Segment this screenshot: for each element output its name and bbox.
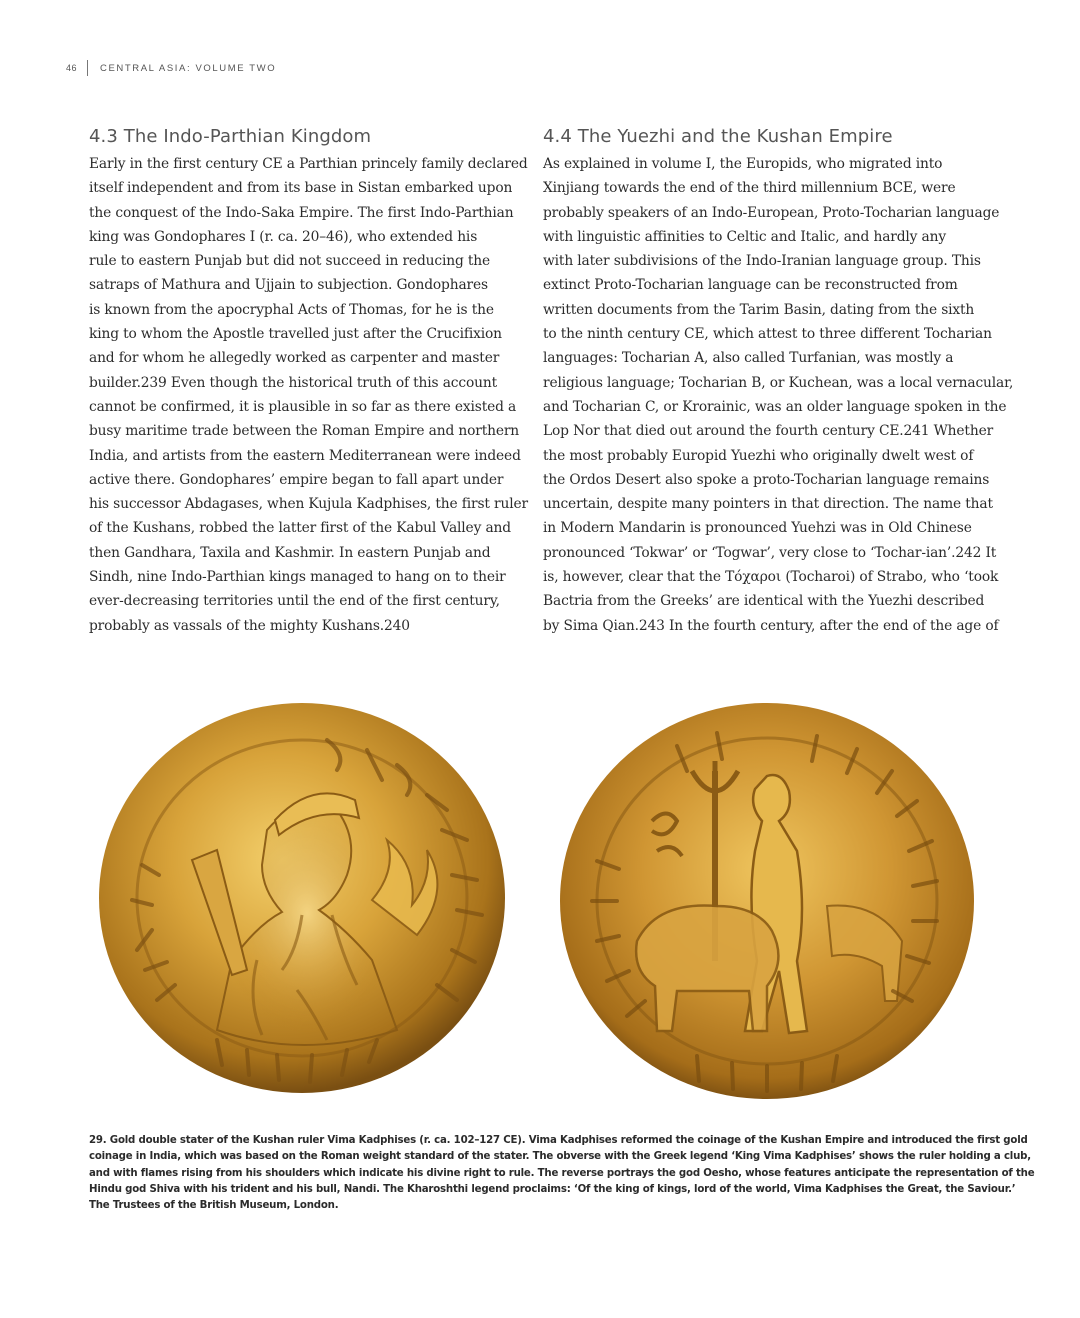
text-line: by Sima Qian.243 In the fourth century, after the end of the age of bbox=[543, 617, 999, 634]
text-line: probably as vassals of the mighty Kushans.240 bbox=[89, 617, 410, 634]
caption-line: 29. Gold double stater of the Kushan ruler Vima Kadphises (r. ca. 102–127 CE). Vima Kadphises reformed the coinage of the Kushan Empire and introduced the first gold bbox=[89, 1135, 1028, 1146]
caption-line: and with flames rising from his shoulders which indicate his divine right to rule. The reverse portrays the god Oesho, whose features anticipate the representation of the bbox=[89, 1167, 1035, 1179]
text-line: itself independent and from its base in Sistan embarked upon bbox=[89, 180, 513, 197]
right-body-text bbox=[543, 152, 1014, 638]
text-line: religious language; Tocharian B, or Kuchean, was a local vernacular, bbox=[543, 374, 1014, 391]
text-line: cannot be confirmed, it is plausible in so far as there existed a bbox=[89, 398, 517, 415]
text-line: is known from the apocryphal Acts of Thomas, for he is the bbox=[89, 301, 494, 318]
text-line: then Gandhara, Taxila and Kashmir. In eastern Punjab and bbox=[89, 544, 491, 561]
text-line: the Ordos Desert also spoke a proto-Tocharian language remains bbox=[543, 471, 990, 488]
text-line: Bactria from the Greeks’ are identical with the Yuezhi described bbox=[543, 593, 985, 610]
text-line: Early in the first century CE a Parthian princely family declared bbox=[89, 156, 528, 172]
running-head-divider bbox=[87, 60, 88, 76]
text-line: As explained in volume I, the Europids, who migrated into bbox=[543, 156, 943, 172]
section-heading-indo-parthian: 4.3 The Indo-Parthian Kingdom bbox=[89, 126, 372, 147]
text-line: and for whom he allegedly worked as carpenter and master bbox=[89, 350, 500, 367]
figure-caption bbox=[89, 1133, 1035, 1214]
coin-obverse-drawing bbox=[97, 700, 507, 1095]
text-line: probably speakers of an Indo-European, Proto-Tocharian language bbox=[543, 204, 1000, 221]
text-line: and Tocharian C, or Krorainic, was an older language spoken in the bbox=[543, 398, 1007, 415]
right-column bbox=[543, 124, 1014, 638]
text-line: uncertain, despite many pointers in that direction. The name that bbox=[543, 496, 993, 513]
text-line: India, and artists from the eastern Mediterranean were indeed bbox=[89, 447, 521, 464]
text-line: satraps of Mathura and Ujjain to subjection. Gondophares bbox=[89, 277, 488, 294]
text-line: rule to eastern Punjab but did not succeed in reducing the bbox=[89, 253, 491, 270]
left-column bbox=[89, 124, 529, 638]
text-line: king was Gondophares I (r. ca. 20–46), who extended his bbox=[89, 228, 478, 245]
text-line: active there. Gondophares’ empire began to fall apart under bbox=[89, 471, 504, 488]
page-number: 46 bbox=[66, 63, 78, 73]
running-head-title: CENTRAL ASIA: VOLUME TWO bbox=[100, 62, 277, 74]
left-body-text bbox=[89, 152, 529, 638]
text-line: pronounced ‘Tokwar’ or ‘Togwar’, very close to ‘Tochar-ian’.242 It bbox=[543, 544, 997, 561]
text-line: written documents from the Tarim Basin, dating from the sixth bbox=[543, 301, 975, 318]
text-line: Lop Nor that died out around the fourth century CE.241 Whether bbox=[543, 423, 994, 440]
caption-line: The Trustees of the British Museum, London. bbox=[89, 1200, 339, 1212]
text-line: with later subdivisions of the Indo-Iranian language group. This bbox=[543, 253, 981, 270]
text-line: is, however, clear that the Τόχαροι (Tocharoi) of Strabo, who ‘took bbox=[543, 569, 999, 586]
text-line: in Modern Mandarin is pronounced Yuehzi was in Old Chinese bbox=[543, 520, 972, 537]
coin-obverse-image bbox=[97, 700, 507, 1095]
text-line: Xinjiang towards the end of the third millennium BCE, were bbox=[543, 180, 956, 197]
text-line: with linguistic affinities to Celtic and Italic, and hardly any bbox=[543, 228, 946, 245]
text-line: of the Kushans, robbed the latter first of the Kabul Valley and bbox=[89, 520, 511, 537]
text-line: builder.239 Even though the historical truth of this account bbox=[89, 374, 497, 391]
text-line: his successor Abdagases, when Kujula Kadphises, the first ruler bbox=[89, 496, 528, 513]
text-line: busy maritime trade between the Roman Empire and northern bbox=[89, 423, 520, 440]
coin-reverse-drawing bbox=[557, 701, 977, 1101]
text-line: ever-decreasing territories until the end of the first century, bbox=[89, 593, 500, 610]
text-line: the conquest of the Indo-Saka Empire. The first Indo-Parthian bbox=[89, 204, 514, 221]
caption-line: Hindu god Shiva with his trident and his bull, Nandi. The Kharoshthi legend proclaims: ‘Of the king of kings, lord of the world, Vima Kadphises the Great, the Saviour.’ bbox=[89, 1183, 1016, 1195]
text-line: king to whom the Apostle travelled just after the Crucifixion bbox=[89, 326, 502, 343]
text-line: the most probably Europid Yuezhi who originally dwelt west of bbox=[543, 447, 974, 464]
caption-line: coinage in India, which was based on the Roman weight standard of the stater. The obverse with the Greek legend ‘King Vima Kadphises’ shows the ruler holding a club, bbox=[89, 1151, 1031, 1163]
text-line: to the ninth century CE, which attest to three different Tocharian bbox=[543, 326, 992, 343]
section-heading-yuezhi-kushan: 4.4 The Yuezhi and the Kushan Empire bbox=[543, 126, 893, 147]
running-head bbox=[66, 60, 276, 76]
coin-reverse-image bbox=[557, 701, 977, 1101]
text-line: extinct Proto-Tocharian language can be reconstructed from bbox=[543, 277, 958, 294]
text-line: languages: Tocharian A, also called Turfanian, was mostly a bbox=[543, 350, 954, 367]
text-line: Sindh, nine Indo-Parthian kings managed to hang on to their bbox=[89, 569, 506, 586]
